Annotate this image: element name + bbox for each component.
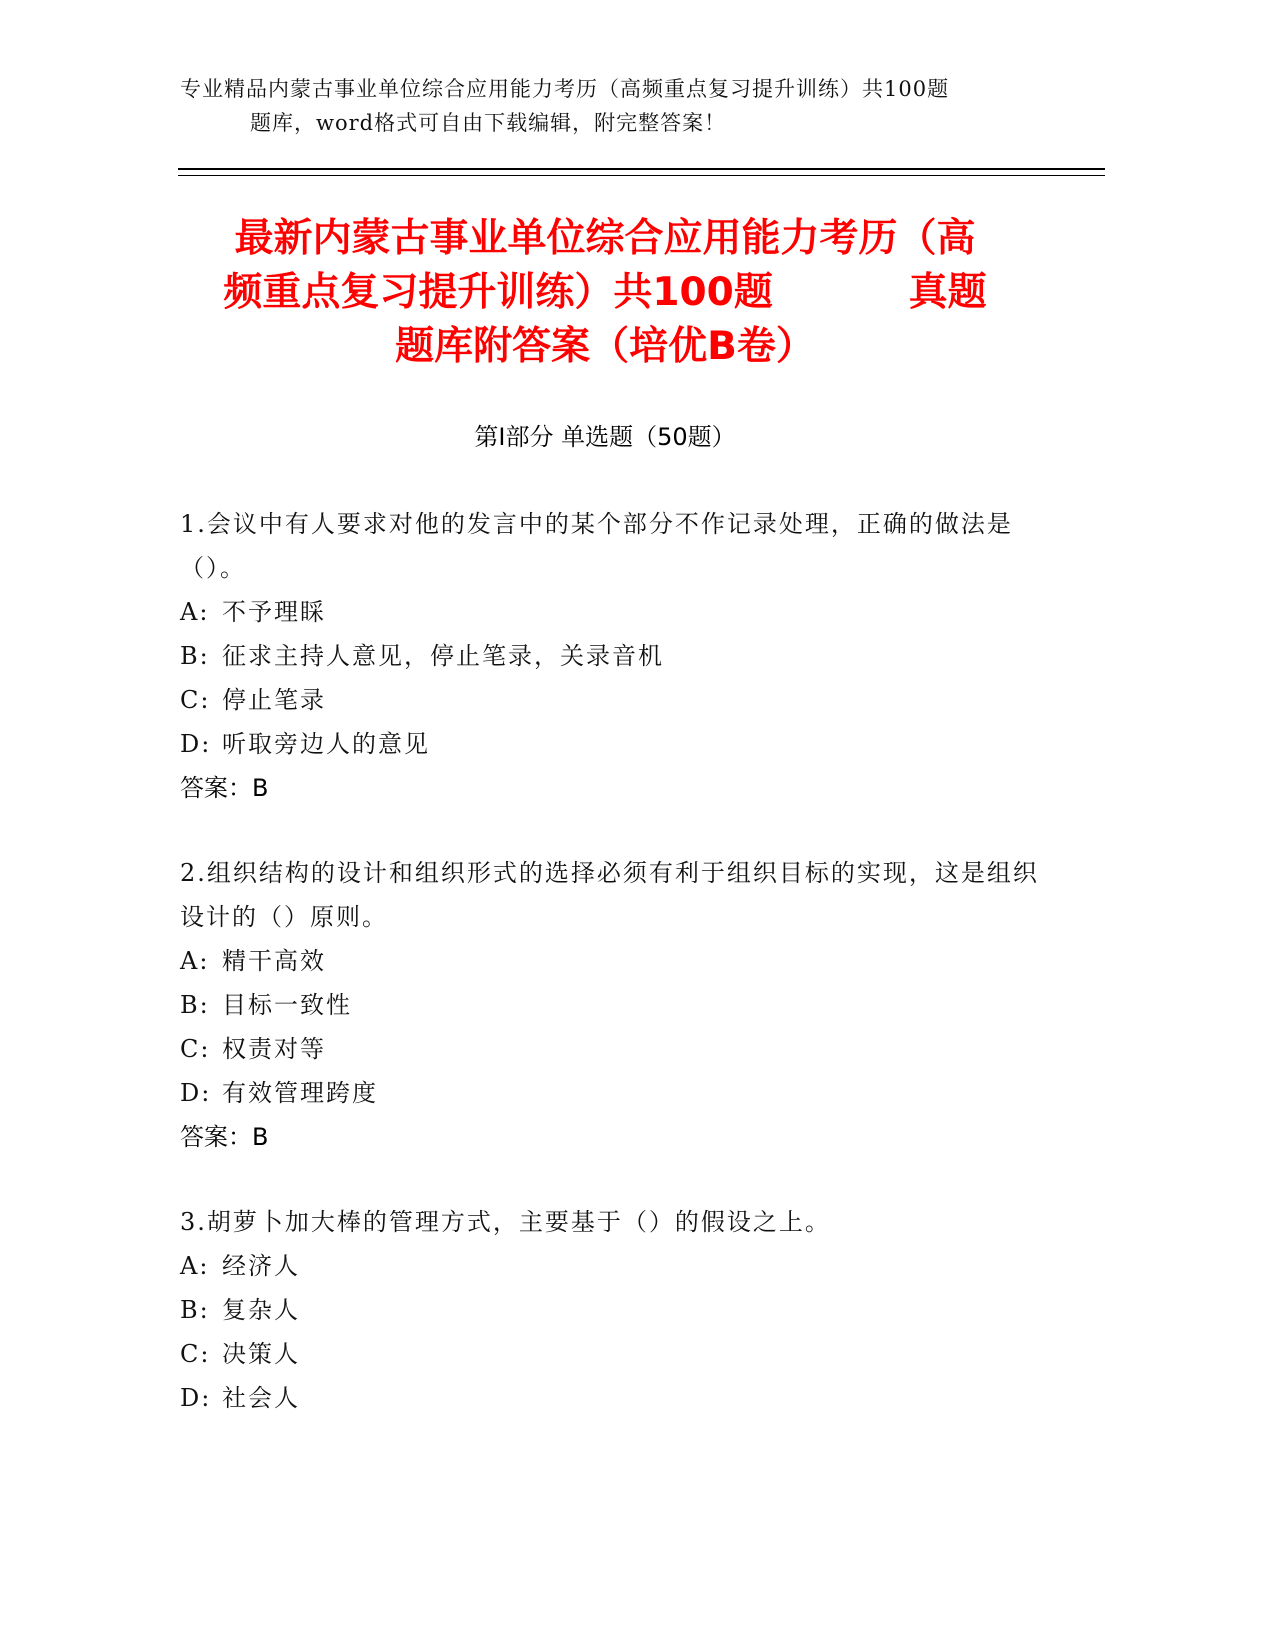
option-b xyxy=(180,634,1040,678)
option-b xyxy=(180,1288,1040,1332)
option-d xyxy=(180,1071,1040,1115)
question-text: 3.胡萝卜加大棒的管理方式，主要基于（）的假设之上。 xyxy=(180,1208,831,1236)
header-line-2: 题库，word格式可自由下载编辑，附完整答案！ xyxy=(250,111,727,135)
option-letter: D: xyxy=(180,730,212,758)
option-c xyxy=(180,678,1040,722)
option-a xyxy=(180,590,1040,634)
answer-line: 答案：B xyxy=(180,1123,269,1151)
question-text: 1.会议中有人要求对他的发言中的某个部分不作记录处理，正确的做法是（）。 xyxy=(180,510,1013,582)
option-text: 复杂人 xyxy=(222,1296,300,1324)
title-line-1: 最新内蒙古事业单位综合应用能力考历（高 xyxy=(234,216,976,261)
option-letter: C: xyxy=(180,1035,211,1063)
option-text: 不予理睬 xyxy=(222,598,326,626)
option-d xyxy=(180,1376,1040,1420)
option-text: 经济人 xyxy=(222,1252,300,1280)
option-d xyxy=(180,722,1040,766)
option-letter: B: xyxy=(180,1296,210,1324)
option-letter: D: xyxy=(180,1384,212,1412)
option-letter: D: xyxy=(180,1079,212,1107)
option-c xyxy=(180,1332,1040,1376)
option-a xyxy=(180,1244,1040,1288)
option-letter: C: xyxy=(180,686,211,714)
question-text: 2.组织结构的设计和组织形式的选择必须有利于组织目标的实现，这是组织设计的（）原则。 xyxy=(180,859,1039,931)
option-letter: C: xyxy=(180,1340,211,1368)
option-text: 有效管理跨度 xyxy=(222,1079,378,1107)
question-1 xyxy=(180,502,1040,810)
answer-line: 答案：B xyxy=(180,774,269,802)
option-text: 精干高效 xyxy=(222,947,326,975)
option-letter: B: xyxy=(180,991,210,1019)
option-text: 权责对等 xyxy=(222,1035,326,1063)
section-heading: 第Ⅰ部分 单选题（50题） xyxy=(474,423,736,451)
option-text: 听取旁边人的意见 xyxy=(222,730,430,758)
document-title xyxy=(180,212,1030,374)
page-header xyxy=(180,72,1060,140)
title-line-2: 频重点复习提升训练）共100题 真题 xyxy=(223,270,987,315)
question-3 xyxy=(180,1200,1040,1420)
option-letter: A: xyxy=(180,1252,210,1280)
title-line-3: 题库附答案（培优B卷） xyxy=(395,324,815,369)
header-line-1: 专业精品内蒙古事业单位综合应用能力考历（高频重点复习提升训练）共100题 xyxy=(180,77,950,101)
option-letter: B: xyxy=(180,642,210,670)
option-a xyxy=(180,939,1040,983)
option-text: 停止笔录 xyxy=(222,686,326,714)
header-rule-thin xyxy=(178,175,1105,176)
header-rule-thick xyxy=(178,168,1105,170)
option-b xyxy=(180,983,1040,1027)
option-letter: A: xyxy=(180,947,210,975)
option-text: 征求主持人意见，停止笔录，关录音机 xyxy=(222,642,664,670)
option-text: 社会人 xyxy=(222,1384,300,1412)
option-letter: A: xyxy=(180,598,210,626)
option-text: 决策人 xyxy=(222,1340,300,1368)
question-2 xyxy=(180,851,1040,1159)
option-text: 目标一致性 xyxy=(222,991,352,1019)
option-c xyxy=(180,1027,1040,1071)
